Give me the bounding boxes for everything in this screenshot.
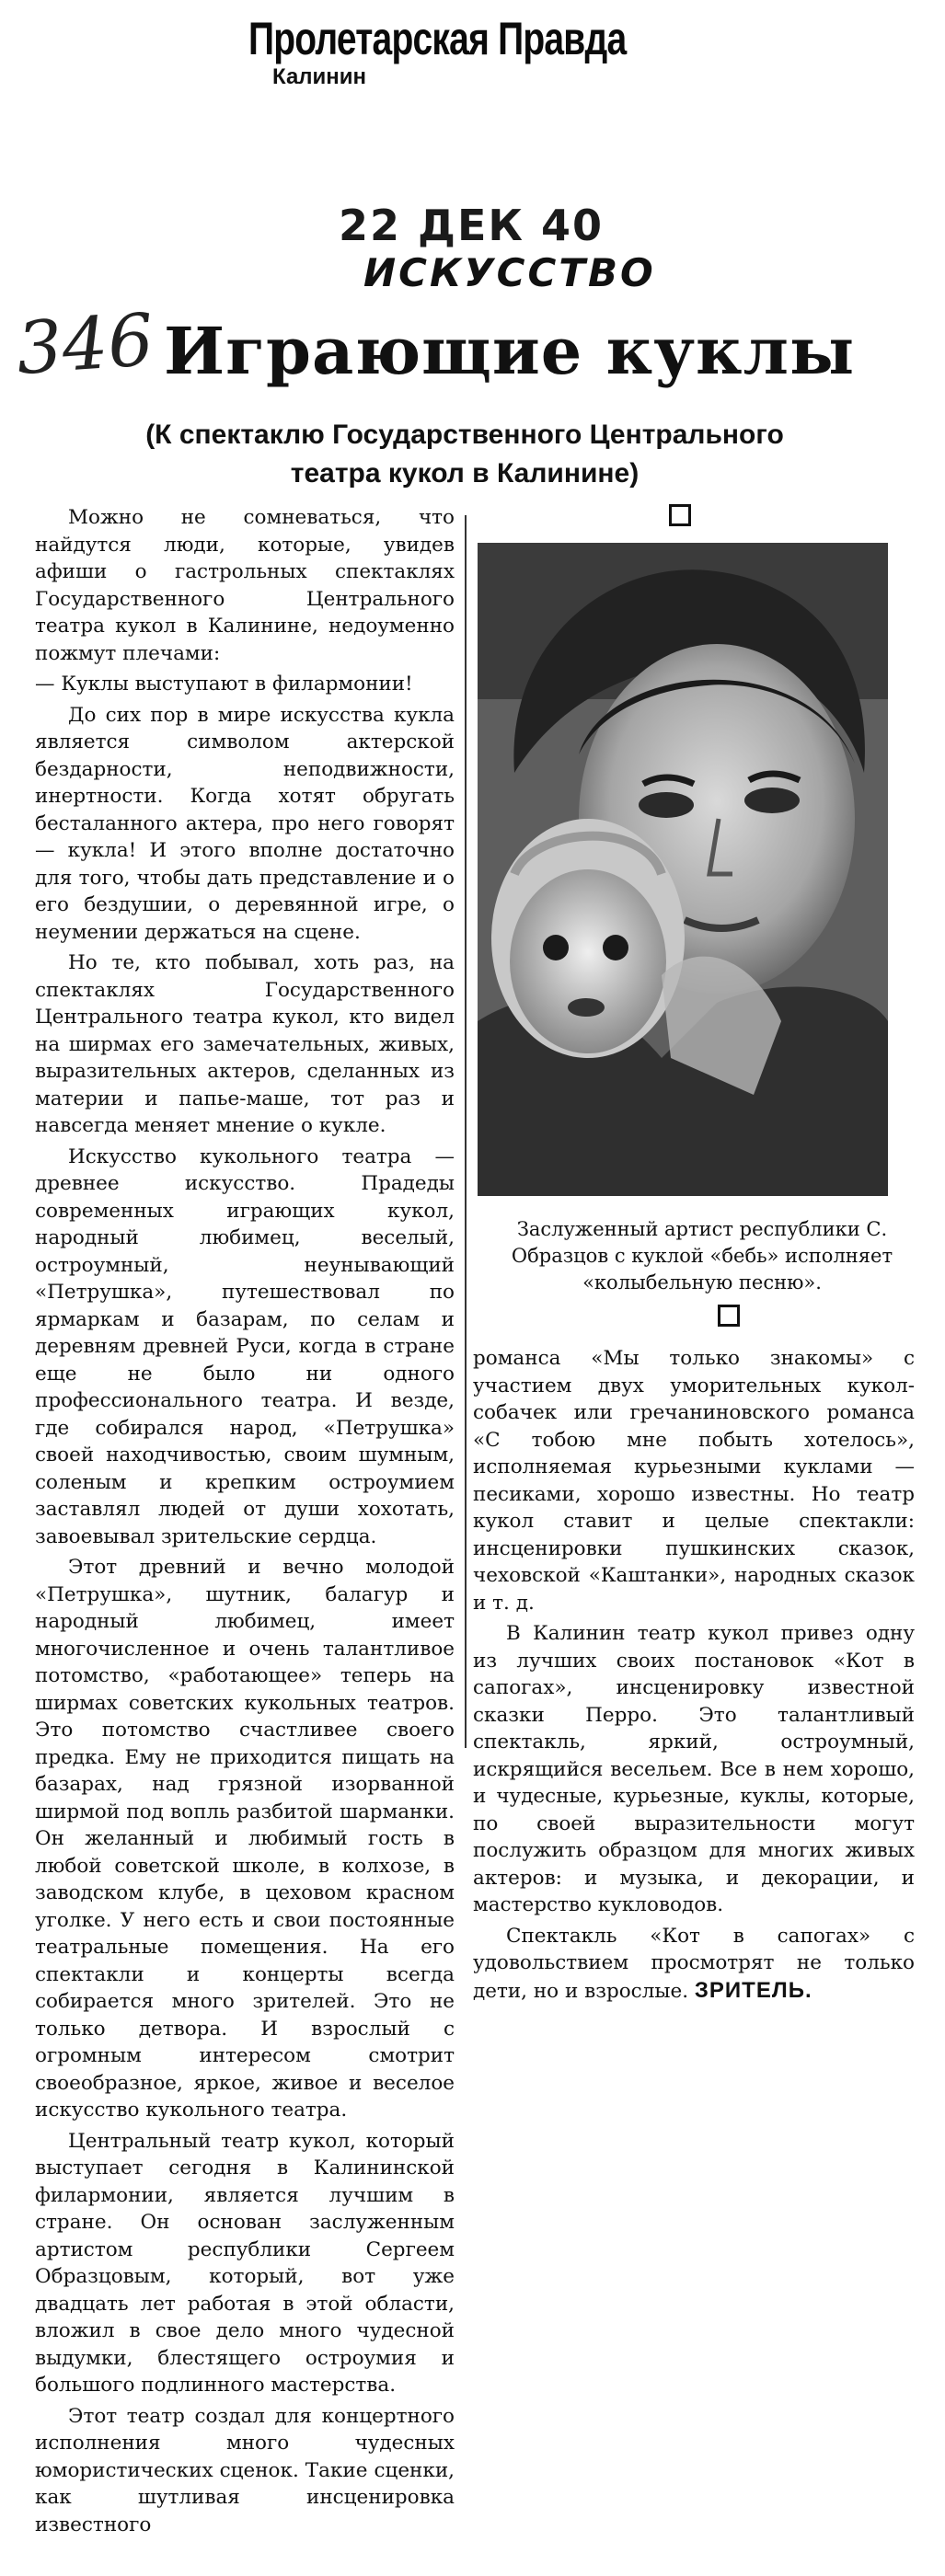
subhead-line-2: театра кукол в Калинине) (290, 458, 640, 489)
article-column-right (473, 1345, 915, 2008)
photo-caption: Заслуженный артист республики С. Образцов с куклой «бебь» исполняет «колыбельную песню». (511, 1218, 893, 1294)
paragraph: романса «Мы только знакомы» с участием двух уморительных кукол-собачек или гречаниновского романса «С тобою мне побыть хотелось», исполняемая курьезными куклами — песиками, хорошо известны. Но театр кукол ставит и целые спектакли: инсценировки пушкинских сказок, чеховской «Каштанки», народных сказок и т. д. (473, 1347, 915, 1615)
paragraph: Можно не сомневаться, что найдутся люди, которые, увидев афиши о гастрольных спектаклях Государственного Центрального театра кукол в Калинине, недоуменно пожмут плечами: (35, 506, 455, 665)
article-headline: Играющие куклы (164, 313, 856, 389)
paragraph: В Калинин театр кукол привез одну из лучших своих постановок «Кот в сапогах», инсценировку известной сказки Перро. Это талантливый спектакль, яркий, остроумный, искрящийся весельем. Все в нем хорошо, и чудесные, курьезные, куклы, которые, по своей выразительности могут послужить образцом для многих живых актеров: и музыка, и декорации, и мастерство кукловодов. (473, 1622, 915, 1916)
section-rubric: ИСКУССТВО (363, 250, 656, 295)
date-stamp: 22 ДЕК 40 (339, 201, 605, 250)
portrait-with-doll-icon (478, 543, 888, 1196)
paragraph: Но те, кто побывал, хоть раз, на спектаклях Государственного Центрального театра кукол, кто видел на ширмах его замечательных, живых, выразительных актеров, сделанных из материи и папье-маше, тот раз и навсегда меняет мнение о кукле. (35, 951, 455, 1137)
square-marker-icon (669, 504, 691, 526)
paragraph: — Куклы выступают в филармонии! (35, 673, 413, 696)
masthead (248, 13, 627, 90)
newspaper-city: Калинин (272, 64, 367, 89)
column-divider (465, 515, 467, 1748)
closing-paragraph (473, 1923, 915, 2006)
paragraph: Этот древний и вечно молодой «Петрушка», шутник, балагур и народный любимец, имеет многочисленное и очень талантливое потомство, «работающее» теперь на ширмах советских кукольных театров. Это потомство счастливее своего предка. Ему не приходится пищать на базарах, над грязной изорванной ширмой под вопль разбитой шарманки. Он желанный и любимый гость в любой советской школе, в колхозе, в заводском клубе, в цеховом красном уголке. У него есть и свои постоянные театральные помещения. На его спектакли и концерты всегда собирается много зрителей. Это не только детвора. И взрослый с огромным интересом смотрит своеобразное, яркое, живое и веселое искусство кукольного театра. (35, 1556, 455, 2122)
paragraph: Центральный театр кукол, который выступает сегодня в Калининской филармонии, является лучшим в стране. Он основан заслуженным артистом республики Сергеем Образцовым, который, вот уже двадцать лет работая в этой области, вложил в свое дело много чудесной выдумки, блестящего остроумия и большого подлинного мастерства. (35, 2129, 455, 2397)
author-signature: ЗРИТЕЛЬ. (694, 1977, 812, 2003)
photo-portrait-with-doll (478, 543, 888, 1196)
newspaper-title: Пролетарская Правда (248, 13, 627, 64)
article-subhead (133, 416, 796, 493)
closing-text: Спектакль «Кот в сапогах» с удовольствием просмотрят не только дети, но и взрослые. (473, 1924, 915, 2003)
article-column-left (35, 504, 455, 2542)
square-marker-icon (718, 1305, 740, 1327)
subhead-line-1: (К спектаклю Государственного Центрального (145, 420, 784, 450)
paragraph: До сих пор в мире искусства кукла является символом актерской бездарности, неподвижности, инертности. Когда хотят обругать бесталанного актера, про него говорят — кукла! И этого вполне достаточно для того, чтобы дать представление и о его бездушии, о деревянной игре, о неумении держаться на сцене. (35, 703, 455, 944)
handwritten-number: 346 (14, 298, 156, 392)
paragraph: Искусство кукольного театра — древнее искусство. Прадеды современных играющих кукол, народный любимец, веселый, остроумный, неунывающий «Петрушка», путешествовал по ярмаркам и базарам, по селам и деревням древней Руси, когда в стране еще не было ни одного профессионального театра. И везде, где собирался народ, «Петрушка» своей находчивостью, своим шумным, соленым и крепким остроумием заставлял людей от души хохотать, завоевывал зрительские сердца. (35, 1144, 455, 1548)
paragraph: Этот театр создал для концертного исполнения много чудесных юмористических сценок. Такие сценки, как шутливая инсценировка известного (35, 2404, 455, 2536)
